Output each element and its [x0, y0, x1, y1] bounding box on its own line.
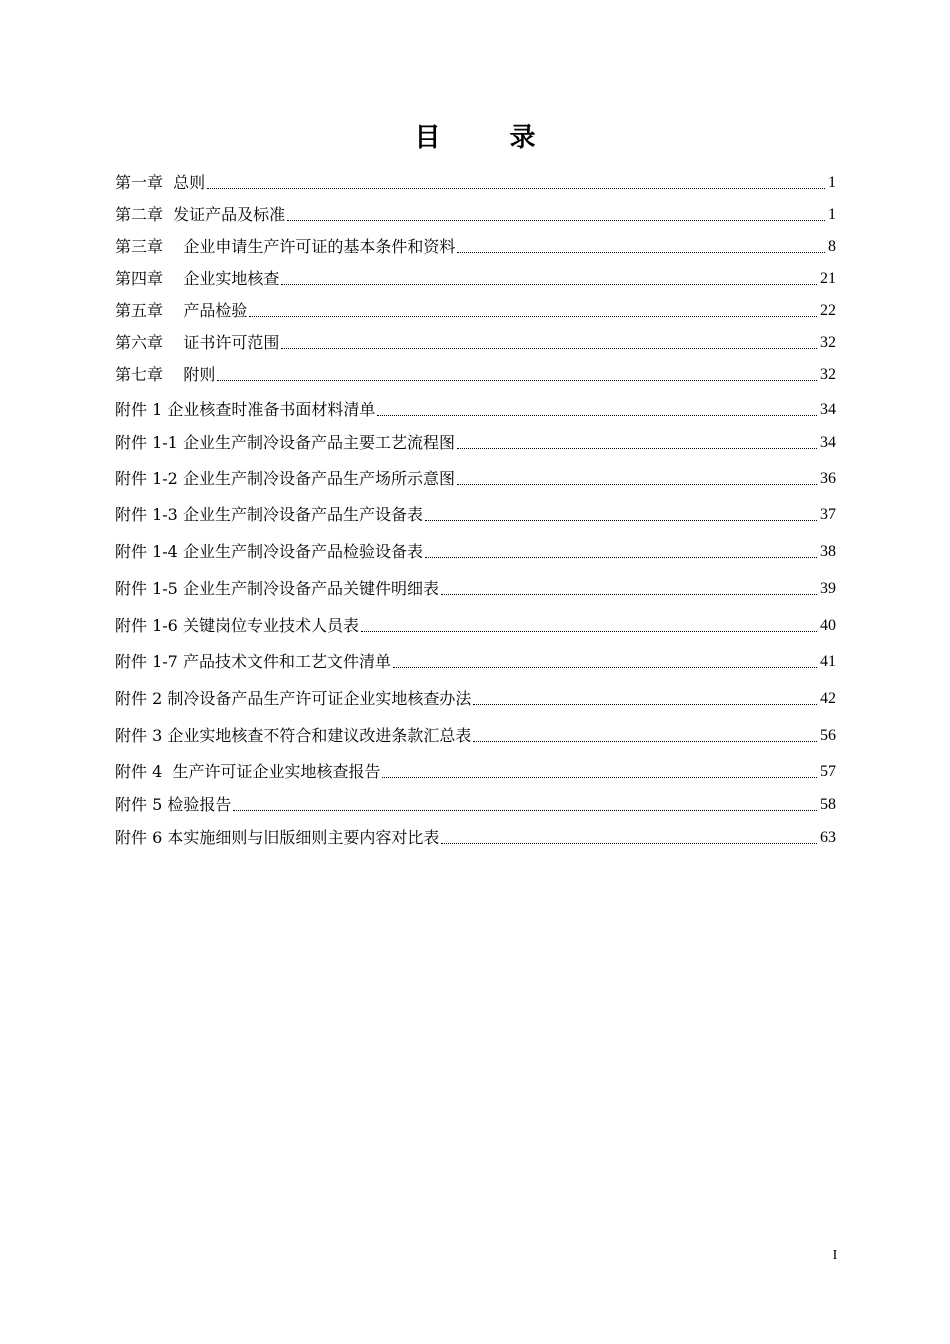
- toc-dot-leader: [249, 315, 817, 317]
- toc-entry-label: 附件 1-2 企业生产制冷设备产品生产场所示意图: [115, 469, 455, 488]
- toc-entry[interactable]: [115, 362, 836, 386]
- toc-entry[interactable]: [115, 649, 836, 673]
- toc-entry[interactable]: [115, 330, 836, 354]
- toc-entry-label: 附件 1 企业核查时准备书面材料清单: [115, 400, 376, 419]
- toc-entry-page: 56: [820, 727, 836, 744]
- toc-entry[interactable]: [115, 202, 836, 226]
- toc-entry[interactable]: [115, 792, 836, 816]
- toc-entry-label: 附件 1-3 企业生产制冷设备产品生产设备表: [115, 505, 423, 524]
- toc-dot-leader: [393, 666, 817, 668]
- footer-page-number: I: [832, 1248, 838, 1263]
- toc-entry-page: 21: [820, 270, 836, 287]
- toc-entry-page: 1: [828, 206, 836, 223]
- toc-entry-page: 38: [820, 543, 836, 560]
- toc-dot-leader: [281, 283, 817, 285]
- toc-dot-leader: [457, 483, 817, 485]
- toc-dot-leader: [473, 703, 817, 705]
- toc-entry-page: 32: [820, 366, 836, 383]
- toc-entry-page: 22: [820, 302, 836, 319]
- toc-entry-page: 42: [820, 690, 836, 707]
- toc-entry-page: 34: [820, 401, 836, 418]
- toc-dot-leader: [457, 447, 817, 449]
- toc-entry-label: 第六章 证书许可范围: [115, 333, 280, 352]
- toc-entry[interactable]: [115, 266, 836, 290]
- toc-entry[interactable]: [115, 298, 836, 322]
- toc-entry-page: 32: [820, 334, 836, 351]
- toc-entry[interactable]: [115, 723, 836, 747]
- toc-dot-leader: [382, 776, 817, 778]
- toc-entry-page: 57: [820, 763, 836, 780]
- toc-entry-page: 1: [828, 174, 836, 191]
- toc-dot-leader: [473, 740, 817, 742]
- toc-entry-label: 附件 5 检验报告: [115, 795, 232, 814]
- toc-entry-label: 附件 1-5 企业生产制冷设备产品关键件明细表: [115, 579, 439, 598]
- toc-entry[interactable]: [115, 686, 836, 710]
- toc-entry[interactable]: [115, 397, 836, 421]
- toc-entry-page: 36: [820, 470, 836, 487]
- toc-entry-page: 34: [820, 434, 836, 451]
- toc-dot-leader: [361, 630, 817, 632]
- toc-dot-leader: [425, 556, 817, 558]
- toc-entry-page: 41: [820, 653, 836, 670]
- toc-entry-label: 第三章 企业申请生产许可证的基本条件和资料: [115, 237, 456, 256]
- toc-entry-label: 第一章 总则: [115, 173, 206, 192]
- toc-entry[interactable]: [115, 825, 836, 849]
- toc-entry[interactable]: [115, 759, 836, 783]
- toc-entry-label: 附件 1-1 企业生产制冷设备产品主要工艺流程图: [115, 433, 455, 452]
- toc-dot-leader: [217, 379, 817, 381]
- toc-dot-leader: [281, 347, 817, 349]
- toc-dot-leader: [377, 414, 817, 416]
- toc-entry-page: 37: [820, 506, 836, 523]
- toc-entry-label: 第五章 产品检验: [115, 301, 248, 320]
- toc-entry-label: 附件 2 制冷设备产品生产许可证企业实地核查办法: [115, 689, 472, 708]
- toc-entry-page: 58: [820, 796, 836, 813]
- toc-entry-page: 8: [828, 238, 836, 255]
- toc-dot-leader: [441, 842, 817, 844]
- toc-entry-label: 附件 1-7 产品技术文件和工艺文件清单: [115, 652, 391, 671]
- toc-entry-page: 63: [820, 829, 836, 846]
- toc-dot-leader: [233, 809, 817, 811]
- toc-entry[interactable]: [115, 502, 836, 526]
- toc-entry-label: 附件 1-6 关键岗位专业技术人员表: [115, 616, 359, 635]
- toc-entry-label: 附件 6 本实施细则与旧版细则主要内容对比表: [115, 828, 440, 847]
- toc-entry-label: 第七章 附则: [115, 365, 216, 384]
- toc-dot-leader: [441, 593, 817, 595]
- toc-entry[interactable]: [115, 170, 836, 194]
- toc-entry[interactable]: [115, 613, 836, 637]
- toc-entry-label: 附件 1-4 企业生产制冷设备产品检验设备表: [115, 542, 423, 561]
- toc-entry-label: 第二章 发证产品及标准: [115, 205, 286, 224]
- page-title: 目 录: [414, 123, 566, 153]
- toc-dot-leader: [425, 519, 817, 521]
- toc-dot-leader: [207, 187, 825, 189]
- toc-entry-label: 附件 4 生产许可证企业实地核查报告: [115, 762, 381, 781]
- toc-entry[interactable]: [115, 576, 836, 600]
- toc-entry-page: 40: [820, 617, 836, 634]
- toc-entry[interactable]: [115, 430, 836, 454]
- toc-entry[interactable]: [115, 539, 836, 563]
- toc-entry-label: 第四章 企业实地核查: [115, 269, 280, 288]
- toc-entry-page: 39: [820, 580, 836, 597]
- toc-entry[interactable]: [115, 466, 836, 490]
- toc-entry[interactable]: [115, 234, 836, 258]
- toc-entry-label: 附件 3 企业实地核查不符合和建议改进条款汇总表: [115, 726, 472, 745]
- toc-dot-leader: [287, 219, 825, 221]
- toc-dot-leader: [457, 251, 825, 253]
